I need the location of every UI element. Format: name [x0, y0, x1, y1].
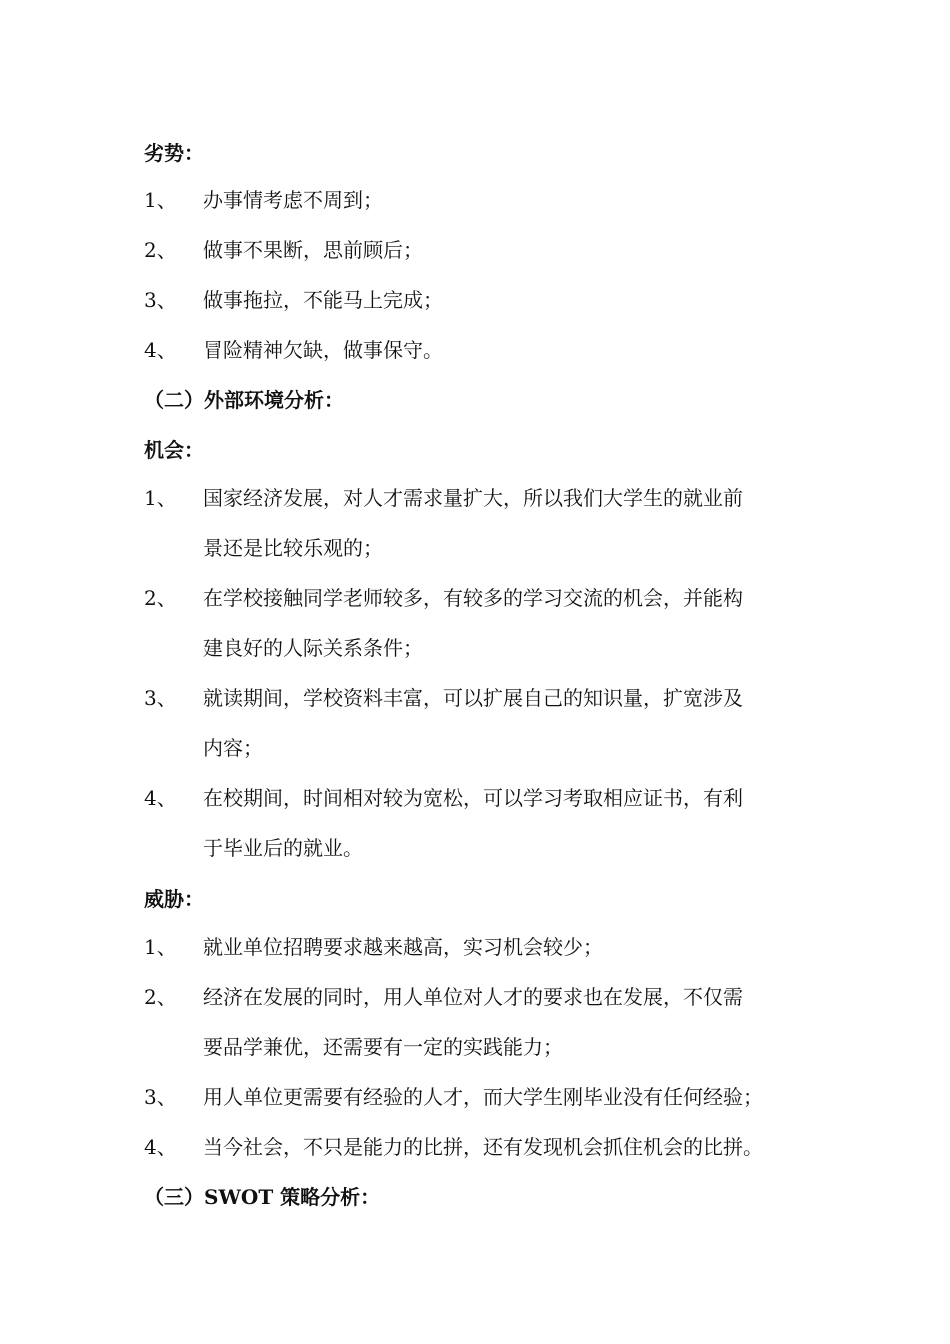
- opportunity-1-number: 1、: [144, 486, 177, 510]
- external-analysis-heading: （二）外部环境分析：: [144, 388, 344, 412]
- threat-4-number: 4、: [144, 1135, 177, 1159]
- opportunity-1-text-line-1: 国家经济发展，对人才需求量扩大，所以我们大学生的就业前: [203, 486, 743, 510]
- threat-2-number: 2、: [144, 985, 177, 1009]
- opportunities-heading: 机会：: [144, 438, 204, 462]
- opportunity-3-text-line-1: 就读期间，学校资料丰富，可以扩展自己的知识量，扩宽涉及: [203, 686, 743, 710]
- opportunity-4-text-line-1: 在校期间，时间相对较为宽松，可以学习考取相应证书，有利: [203, 786, 743, 810]
- threat-4-text: 当今社会，不只是能力的比拼，还有发现机会抓住机会的比拼。: [203, 1135, 763, 1159]
- threat-1-text: 就业单位招聘要求越来越高，实习机会较少；: [203, 935, 603, 959]
- weakness-3-text: 做事拖拉，不能马上完成；: [203, 288, 443, 312]
- weakness-4-text: 冒险精神欠缺，做事保守。: [203, 338, 443, 362]
- opportunity-2-text-line-1: 在学校接触同学老师较多，有较多的学习交流的机会，并能构: [203, 586, 743, 610]
- threat-2-text-line-2: 要品学兼优，还需要有一定的实践能力；: [203, 1035, 563, 1059]
- weakness-2-number: 2、: [144, 238, 177, 262]
- weakness-2-text: 做事不果断，思前顾后；: [203, 238, 423, 262]
- weakness-1-text: 办事情考虑不周到；: [203, 188, 383, 212]
- weakness-4-number: 4、: [144, 338, 177, 362]
- opportunity-3-number: 3、: [144, 686, 177, 710]
- threat-1-number: 1、: [144, 935, 177, 959]
- weakness-3-number: 3、: [144, 288, 177, 312]
- swot-analysis-heading: （三）SWOT 策略分析：: [144, 1185, 381, 1209]
- opportunity-1-text-line-2: 景还是比较乐观的；: [203, 536, 383, 560]
- opportunity-3-text-line-2: 内容；: [203, 736, 263, 760]
- opportunity-2-number: 2、: [144, 586, 177, 610]
- threat-2-text-line-1: 经济在发展的同时，用人单位对人才的要求也在发展，不仅需: [203, 985, 743, 1009]
- weaknesses-heading: 劣势：: [144, 141, 204, 165]
- threat-3-text: 用人单位更需要有经验的人才，而大学生刚毕业没有任何经验；: [203, 1085, 763, 1109]
- threat-3-number: 3、: [144, 1085, 177, 1109]
- weakness-1-number: 1、: [144, 188, 177, 212]
- threats-heading: 威胁：: [144, 887, 204, 911]
- opportunity-4-number: 4、: [144, 786, 177, 810]
- opportunity-2-text-line-2: 建良好的人际关系条件；: [203, 636, 423, 660]
- opportunity-4-text-line-2: 于毕业后的就业。: [203, 836, 363, 860]
